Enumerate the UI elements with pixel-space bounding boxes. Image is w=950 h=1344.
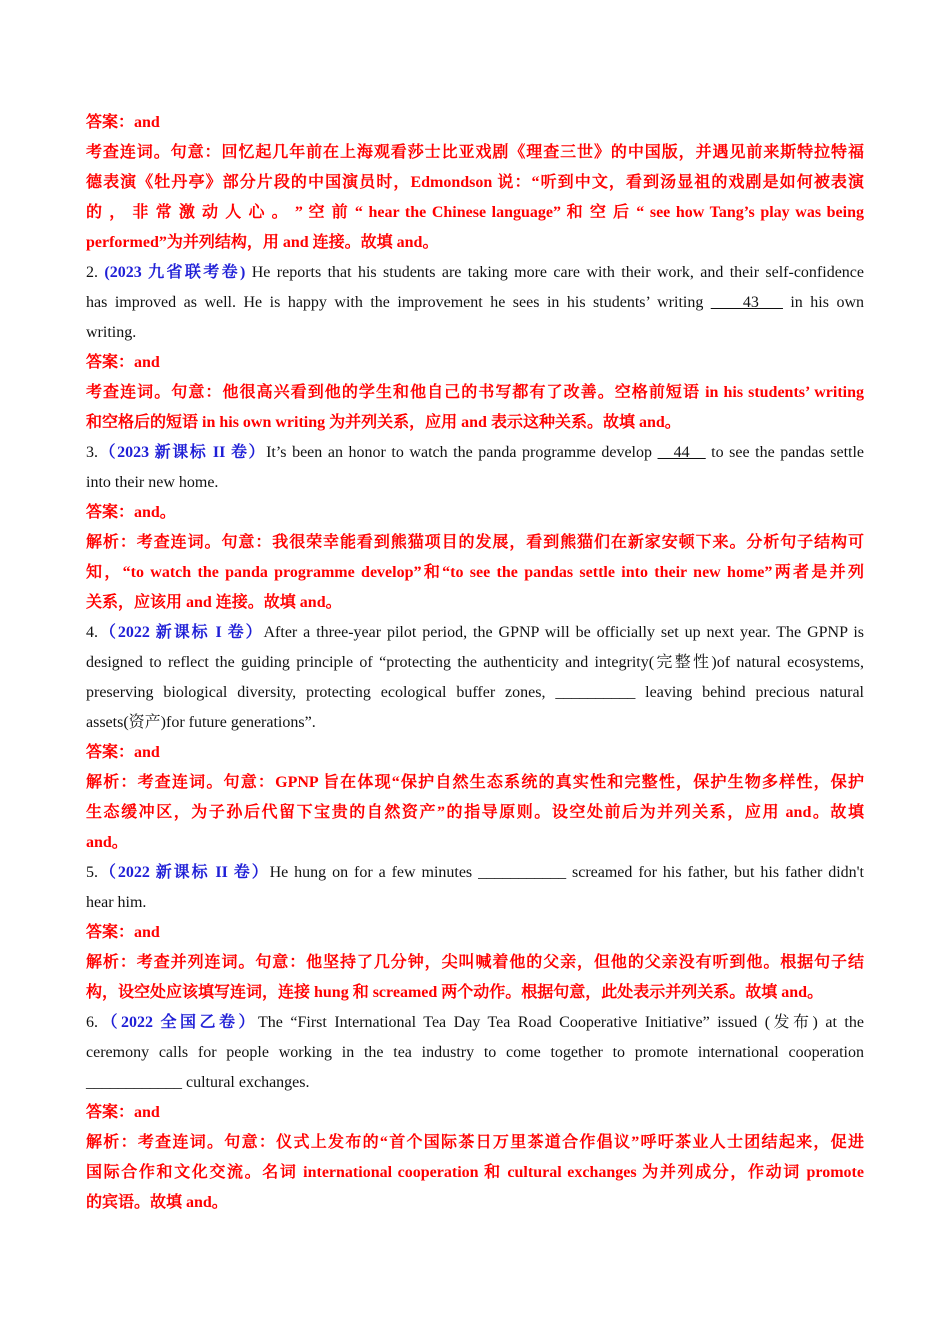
- answer-blank-43: ____43___: [710, 294, 783, 311]
- analysis-6-line-1: 解析：考查连词。句意：仪式上发布的“首个国际茶日万里茶道合作倡议”呼吁茶业人士团结起来，促进: [86, 1134, 864, 1151]
- question-text: He reports that his students are taking more care with their work, and their self-confidence: [245, 264, 865, 281]
- answer-2: 答案：and: [86, 354, 160, 371]
- question-source: （2022 全国乙卷）: [98, 1014, 259, 1031]
- question-3-line-1: [86, 438, 864, 468]
- question-4-line-4: assets(资产)for future generations”.: [86, 714, 316, 731]
- answer-3: 答案：and。: [86, 504, 176, 521]
- question-2-line-3: writing.: [86, 324, 137, 341]
- analysis-5-line-2: 构，设空处应该填写连词，连接 hung 和 screamed 两个动作。根据句意，此处表示并列关系。故填 and。: [86, 984, 824, 1001]
- analysis-1-line-1: 考查连词。句意：回忆起几年前在上海观看莎士比亚戏剧《理查三世》的中国版，并遇见前来斯特拉特福: [86, 144, 864, 161]
- analysis-1-line-3: 的 ， 非 常 激 动 人 心 。 ” 空 前 “ hear the Chinese language” 和 空 后 “ see how Tang’s play was being: [86, 204, 864, 221]
- answer-5: 答案：and: [86, 924, 160, 941]
- analysis-6-line-3: 的宾语。故填 and。: [86, 1194, 228, 1211]
- question-6-line-3: [86, 1068, 864, 1098]
- question-number: 6.: [86, 1014, 98, 1031]
- question-text: in his own: [782, 294, 865, 311]
- question-2-line-1: [86, 258, 864, 288]
- question-source: (2023 九省联考卷): [104, 264, 246, 281]
- answer-1: 答案：and: [86, 114, 160, 131]
- question-4-line-2: designed to reflect the guiding principle of “protecting the authenticity and integrity(完整性)of natural ecosystems,: [86, 654, 864, 671]
- question-text: screamed for his father, but his father didn't: [566, 864, 864, 881]
- question-text: The “First International Tea Day Tea Road Cooperative Initiative” issued (发布) at the: [258, 1014, 864, 1031]
- analysis-6-line-2: 国际合作和文化交流。名词 international cooperation 和 cultural exchanges 为并列成分，作动词 promote: [86, 1164, 864, 1181]
- answer-6: 答案：and: [86, 1104, 160, 1121]
- analysis-4-line-3: and。: [86, 834, 128, 851]
- analysis-1-line-4: performed”为并列结构，用 and 连接。故填 and。: [86, 234, 439, 251]
- question-text: preserving biological diversity, protecting ecological buffer zones,: [86, 684, 556, 701]
- question-3-line-2: into their new home.: [86, 474, 219, 491]
- analysis-2-line-1: 考查连词。句意：他很高兴看到他的学生和他自己的书写都有了改善。空格前短语 in his students’ writing: [86, 384, 864, 401]
- question-text: to see the pandas settle: [705, 444, 865, 461]
- answer-blank: __________: [555, 684, 636, 701]
- question-number: 5.: [86, 864, 98, 881]
- question-text: After a three-year pilot period, the GPNP will be officially set up next year. The GPNP is: [263, 624, 864, 641]
- analysis-5-line-1: 解析：考查并列连词。句意：他坚持了几分钟，尖叫喊着他的父亲，但他的父亲没有听到他。根据句子结: [86, 954, 864, 971]
- analysis-3-line-3: 关系，应该用 and 连接。故填 and。: [86, 594, 342, 611]
- analysis-4-line-2: 生态缓冲区，为子孙后代留下宝贵的自然资产”的指导原则。设空处前后为并列关系，应用 and。故填: [86, 804, 864, 821]
- question-6-line-2: ceremony calls for people working in the tea industry to come together to promote international cooperation: [86, 1044, 864, 1061]
- question-text: leaving behind precious natural: [635, 684, 865, 701]
- analysis-2-line-2: 和空格后的短语 in his own writing 为并列关系，应用 and 表示这种关系。故填 and。: [86, 414, 681, 431]
- question-5-line-1: [86, 858, 864, 888]
- question-6-line-1: [86, 1008, 864, 1038]
- question-4-line-1: [86, 618, 864, 648]
- question-source: （2023 新课标 II 卷）: [98, 444, 267, 461]
- question-5-line-2: hear him.: [86, 894, 147, 911]
- question-text: It’s been an honor to watch the panda programme develop: [266, 444, 658, 461]
- question-4-line-3: [86, 678, 864, 708]
- answer-blank-44: __44__: [657, 444, 706, 461]
- question-number: 4.: [86, 624, 98, 641]
- analysis-3-line-2: 知，“to watch the panda programme develop”和“to see the pandas settle into their new home”两者是并列: [86, 564, 864, 581]
- answer-blank: ____________: [86, 1074, 182, 1091]
- analysis-3-line-1: 解析：考查连词。句意：我很荣幸能看到熊猫项目的发展，看到熊猫们在新家安顿下来。分析句子结构可: [86, 534, 864, 551]
- question-source: （2022 新课标 II 卷）: [98, 864, 270, 881]
- analysis-1-line-2: 德表演《牡丹亭》部分片段的中国演员时，Edmondson 说：“听到中文，看到汤显祖的戏剧是如何被表演: [86, 174, 864, 191]
- answer-4: 答案：and: [86, 744, 160, 761]
- question-source: （2022 新课标 I 卷）: [98, 624, 264, 641]
- analysis-4-line-1: 解析：考查连词。句意：GPNP 旨在体现“保护自然生态系统的真实性和完整性，保护生物多样性，保护: [86, 774, 864, 791]
- document-page: [86, 108, 864, 1218]
- question-number: 3.: [86, 444, 98, 461]
- answer-blank: ___________: [478, 864, 567, 881]
- question-text: He hung on for a few minutes: [269, 864, 479, 881]
- question-text: cultural exchanges.: [182, 1074, 310, 1091]
- question-number: 2.: [86, 264, 105, 281]
- question-text: has improved as well. He is happy with the improvement he sees in his students’ writing: [86, 294, 711, 311]
- question-2-line-2: [86, 288, 864, 318]
